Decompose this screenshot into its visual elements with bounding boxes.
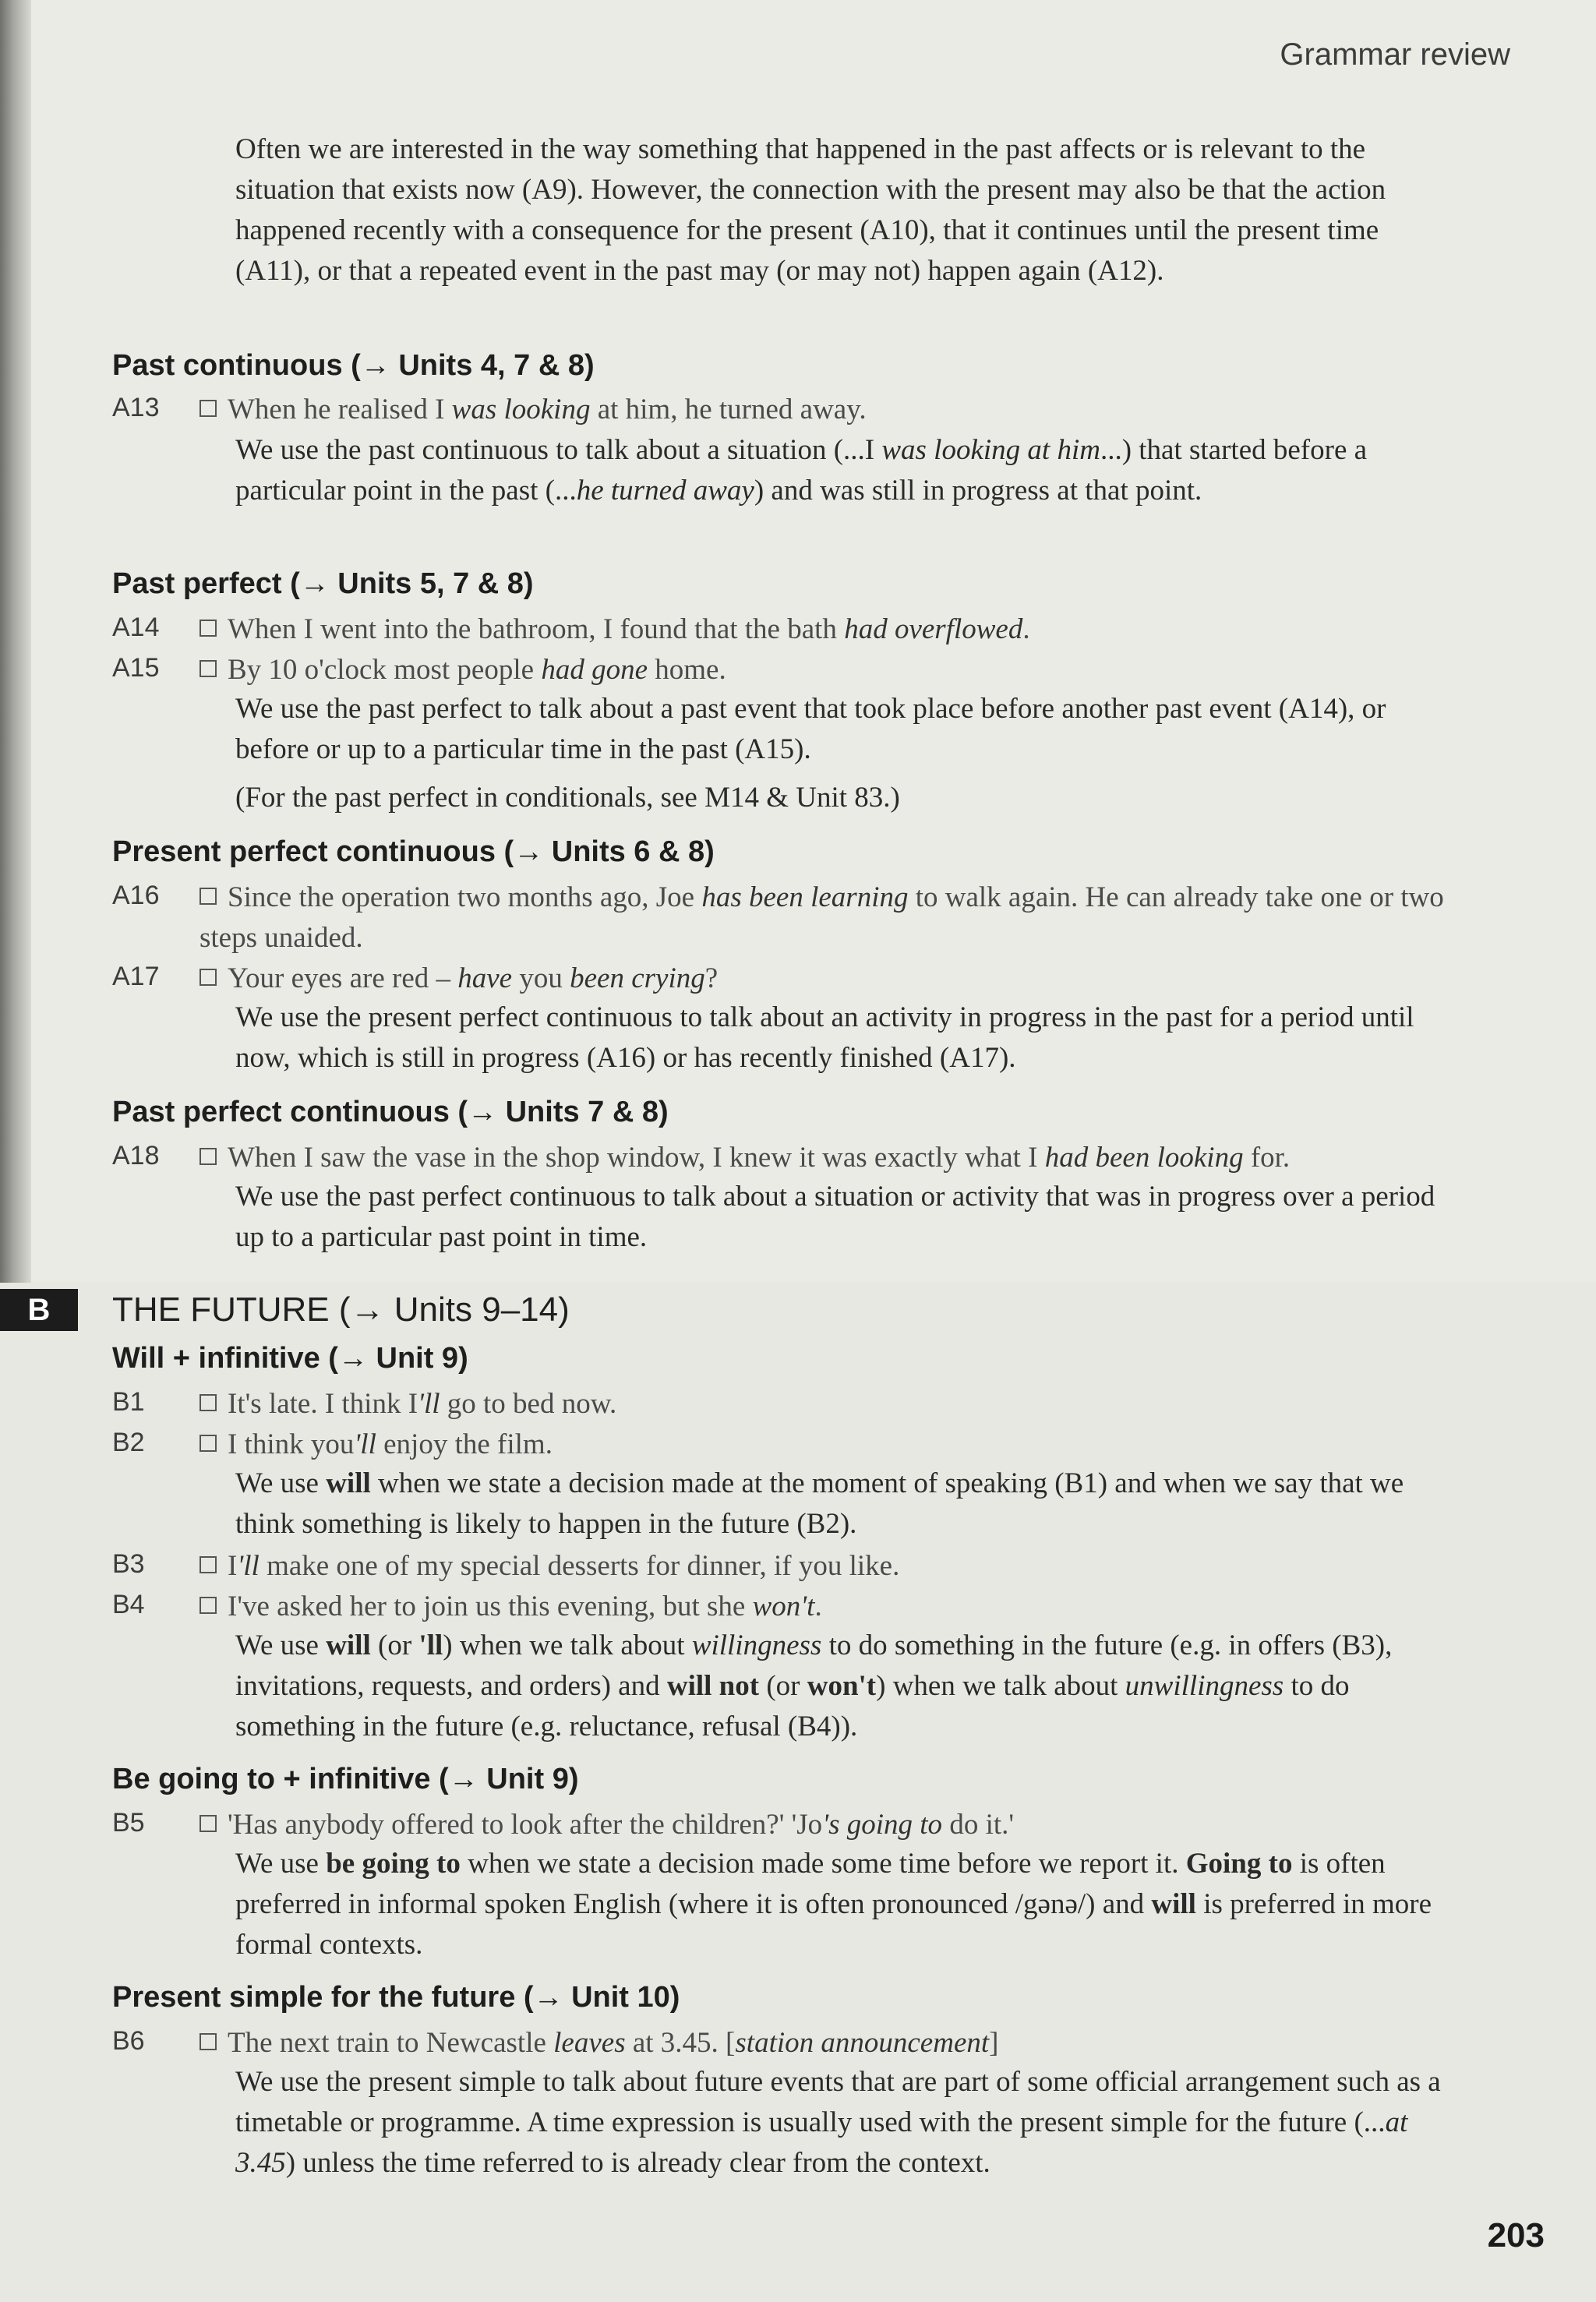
checkbox-icon	[200, 969, 217, 986]
example-a16: Since the operation two months ago, Joe has been learning to walk again. He can already take one or two steps unaided.	[200, 881, 1444, 954]
example-code-b4: B4	[112, 1590, 145, 1619]
example-code-b6: B6	[112, 2026, 145, 2056]
example-b1: It's late. I think I'll go to bed now.	[200, 1384, 1462, 1425]
example-a17: Your eyes are red – have you been crying?	[200, 959, 1462, 999]
checkbox-icon	[200, 1597, 217, 1614]
example-code-b3: B3	[112, 1549, 145, 1579]
heading-past-continuous: Past continuous (→ Units 4, 7 & 8)	[112, 349, 595, 382]
note-past-perfect: We use the past perfect to talk about a past event that took place before another past event (A14), or before or up to a particular time in the past (A15).	[235, 693, 1386, 765]
heading-will: Will + infinitive (→ Unit 9)	[112, 1342, 468, 1375]
example-a13: When he realised I was looking at him, he turned away.	[200, 390, 1462, 430]
example-b5: 'Has anybody offered to look after the children?' 'Jo's going to do it.'	[200, 1805, 1462, 1845]
example-code-a14: A14	[112, 613, 160, 642]
intro-paragraph: Often we are interested in the way something that happened in the past affects or is relevant to the situation that exists now (A9). However, the connection with the present may also be that the action happened recently with a consequence for the present (A10), that it continues until the present time (A11), or that a repeated event in the past may (or may not) happen again (A12).	[235, 133, 1386, 287]
note-will-decision: We use will when we state a decision made at the moment of speaking (B1) and when we say that we think something is likely to happen in the future (B2).	[235, 1467, 1404, 1540]
checkbox-icon	[200, 1435, 217, 1452]
checkbox-icon	[200, 620, 217, 637]
example-code-b2: B2	[112, 1428, 145, 1457]
checkbox-icon	[200, 660, 217, 677]
example-b2: I think you'll enjoy the film.	[200, 1425, 1462, 1465]
note-past-perfect-conditionals: (For the past perfect in conditionals, see M14 & Unit 83.)	[235, 782, 900, 814]
example-b4: I've asked her to join us this evening, but she won't.	[200, 1587, 1462, 1627]
example-a18: When I saw the vase in the shop window, I knew it was exactly what I had been looking for.	[200, 1138, 1509, 1178]
example-a14: When I went into the bathroom, I found that the bath had overflowed.	[200, 609, 1462, 650]
note-be-going-to: We use be going to when we state a decision made some time before we report it. Going to is often preferred in informal spoken English (where it is often pronounced /gənə/) and will is preferred in more formal contexts.	[235, 1848, 1432, 1961]
heading-past-perfect: Past perfect (→ Units 5, 7 & 8)	[112, 567, 534, 600]
checkbox-icon	[200, 1556, 217, 1573]
checkbox-icon	[200, 1394, 217, 1411]
note-will-willingness: We use will (or 'll) when we talk about willingness to do something in the future (e.g. in offers (B3), invitations, requests, and orders) and will not (or won't) when we talk about unwillingness to do something in the future (e.g. reluctance, refusal (B4)).	[235, 1629, 1393, 1742]
example-code-b1: B1	[112, 1387, 145, 1417]
heading-present-perfect-continuous: Present perfect continuous (→ Units 6 & 8)	[112, 835, 715, 868]
heading-present-simple-future: Present simple for the future (→ Unit 10)	[112, 1981, 680, 2014]
checkbox-icon	[200, 2033, 217, 2050]
example-a15: By 10 o'clock most people had gone home.	[200, 650, 1462, 690]
page-number: 203	[1487, 2216, 1545, 2254]
checkbox-icon	[200, 400, 217, 417]
heading-be-going-to: Be going to + infinitive (→ Unit 9)	[112, 1763, 579, 1795]
note-past-continuous: We use the past continuous to talk about a situation (...I was looking at him...) that started before a particular point in the past (...he turned away) and was still in progress at that point.	[235, 434, 1368, 507]
section-title: THE FUTURE (→ Units 9–14)	[112, 1290, 570, 1329]
checkbox-icon	[200, 1148, 217, 1165]
example-b6: The next train to Newcastle leaves at 3.45. [station announcement]	[200, 2023, 1462, 2064]
note-present-simple-future: We use the present simple to talk about future events that are part of some official arrangement such as a timetable or programme. A time expression is usually used with the present simple for the future (...at 3.45) unless the time referred to is already clear from the context.	[235, 2066, 1441, 2179]
running-header: Grammar review	[1280, 37, 1510, 72]
note-past-perfect-continuous: We use the past perfect continuous to talk about a situation or activity that was in progress over a period up to a particular past point in time.	[235, 1181, 1435, 1253]
note-present-perfect-continuous: We use the present perfect continuous to talk about an activity in progress in the past for a period until now, which is still in progress (A16) or has recently finished (A17).	[235, 1001, 1414, 1074]
heading-past-perfect-continuous: Past perfect continuous (→ Units 7 & 8)	[112, 1096, 669, 1128]
example-code-a17: A17	[112, 962, 160, 991]
example-code-b5: B5	[112, 1808, 145, 1838]
example-code-a13: A13	[112, 393, 160, 422]
example-code-a15: A15	[112, 653, 160, 683]
checkbox-icon	[200, 888, 217, 905]
example-code-a16: A16	[112, 881, 160, 910]
example-b3: I'll make one of my special desserts for dinner, if you like.	[200, 1546, 1462, 1587]
checkbox-icon	[200, 1815, 217, 1832]
section-badge: B	[0, 1289, 78, 1331]
example-code-a18: A18	[112, 1141, 160, 1170]
